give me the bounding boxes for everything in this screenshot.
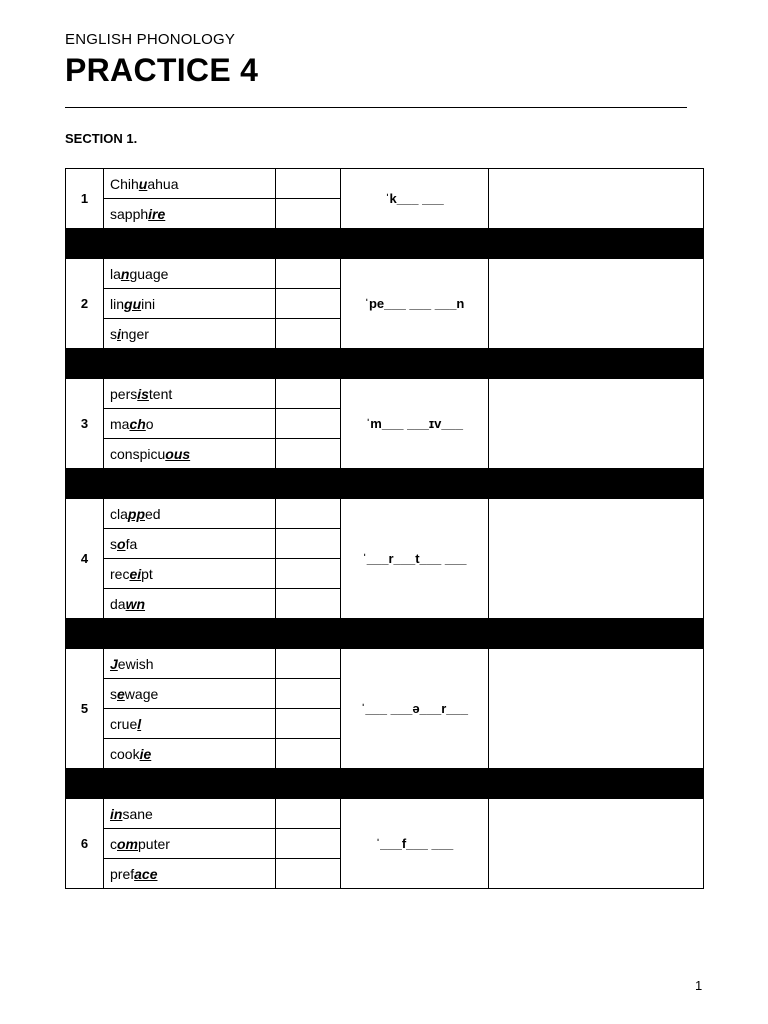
word-highlight: u: [138, 175, 148, 192]
exercise-row: [66, 799, 704, 829]
word-answer-cell[interactable]: [489, 169, 704, 229]
exercise-table: [65, 168, 704, 889]
word-answer-cell[interactable]: [489, 799, 704, 889]
item-number: 1: [66, 169, 104, 229]
group-separator: [66, 229, 704, 259]
document-subtitle: ENGLISH PHONOLOGY: [65, 31, 236, 48]
word-part: fa: [125, 535, 138, 552]
exercise-table-body: [66, 169, 704, 889]
word-part: cla: [110, 505, 128, 522]
transcription-prompt: ˈk___ ___: [341, 169, 489, 229]
sound-answer-cell[interactable]: [276, 199, 341, 229]
word-highlight: ous: [165, 445, 191, 462]
word-cell: [104, 799, 276, 829]
word-answer-cell[interactable]: [489, 649, 704, 769]
separator-bar: [66, 619, 704, 649]
word-part: nger: [120, 325, 149, 342]
word-highlight: J: [110, 655, 118, 672]
word-part: conspicu: [110, 445, 166, 462]
word-highlight: ie: [139, 745, 152, 762]
word-part: s: [110, 535, 117, 552]
word-cell: [104, 499, 276, 529]
word-highlight: om: [117, 835, 138, 852]
word-part: s: [110, 325, 117, 342]
word-cell: [104, 379, 276, 409]
word-part: guage: [129, 265, 169, 282]
group-separator: [66, 769, 704, 799]
word-cell: [104, 259, 276, 289]
word-highlight: is: [137, 385, 149, 402]
sound-answer-cell[interactable]: [276, 559, 341, 589]
word-cell: [104, 559, 276, 589]
word-part: rec: [110, 565, 130, 582]
word-cell: [104, 199, 276, 229]
word-part: crue: [110, 715, 138, 732]
word-highlight: ace: [134, 865, 158, 882]
word-part: puter: [138, 835, 170, 852]
separator-bar: [66, 229, 704, 259]
sound-answer-cell[interactable]: [276, 379, 341, 409]
sound-answer-cell[interactable]: [276, 289, 341, 319]
word-part: ini: [141, 295, 156, 312]
exercise-row: [66, 169, 704, 199]
sound-answer-cell[interactable]: [276, 709, 341, 739]
sound-answer-cell[interactable]: [276, 859, 341, 889]
word-cell: [104, 709, 276, 739]
word-part: ahua: [147, 175, 179, 192]
sound-answer-cell[interactable]: [276, 589, 341, 619]
word-highlight: pp: [127, 505, 146, 522]
separator-bar: [66, 349, 704, 379]
word-cell: [104, 319, 276, 349]
word-part: sapph: [110, 205, 149, 222]
word-highlight: ire: [148, 205, 166, 222]
word-cell: [104, 589, 276, 619]
page-number: 1: [695, 978, 703, 993]
section-heading: SECTION 1.: [65, 131, 138, 146]
word-cell: [104, 169, 276, 199]
exercise-row: [66, 259, 704, 289]
exercise-row: [66, 499, 704, 529]
title-divider: [65, 107, 687, 108]
sound-answer-cell[interactable]: [276, 799, 341, 829]
separator-bar: [66, 769, 704, 799]
item-number: 5: [66, 649, 104, 769]
word-cell: [104, 679, 276, 709]
word-highlight: i: [117, 325, 121, 342]
sound-answer-cell[interactable]: [276, 499, 341, 529]
exercise-row: [66, 379, 704, 409]
sound-answer-cell[interactable]: [276, 409, 341, 439]
sound-answer-cell[interactable]: [276, 829, 341, 859]
sound-answer-cell[interactable]: [276, 649, 341, 679]
word-highlight: o: [117, 535, 126, 552]
word-highlight: ch: [129, 415, 146, 432]
word-part: ma: [110, 415, 130, 432]
transcription-prompt: ˈ___f___ ___: [341, 799, 489, 889]
word-part: sane: [122, 805, 153, 822]
word-answer-cell[interactable]: [489, 499, 704, 619]
word-cell: [104, 829, 276, 859]
word-part: s: [110, 685, 117, 702]
sound-answer-cell[interactable]: [276, 529, 341, 559]
word-highlight: gu: [124, 295, 142, 312]
transcription-prompt: ˈpe___ ___ ___n: [341, 259, 489, 349]
word-highlight: ei: [129, 565, 142, 582]
exercise-row: [66, 649, 704, 679]
word-part: ed: [145, 505, 161, 522]
item-number: 4: [66, 499, 104, 619]
group-separator: [66, 619, 704, 649]
document-title: PRACTICE 4: [65, 52, 259, 88]
word-part: lin: [110, 295, 125, 312]
word-cell: [104, 859, 276, 889]
word-part: cook: [110, 745, 140, 762]
group-separator: [66, 349, 704, 379]
word-part: pt: [141, 565, 153, 582]
word-cell: [104, 529, 276, 559]
item-number: 3: [66, 379, 104, 469]
word-highlight: n: [120, 265, 130, 282]
word-part: wage: [124, 685, 159, 702]
transcription-prompt: ˈm___ ___ɪv___: [341, 379, 489, 469]
sound-answer-cell[interactable]: [276, 319, 341, 349]
transcription-prompt: ˈ___r___t___ ___: [341, 499, 489, 619]
word-highlight: in: [110, 805, 123, 822]
word-highlight: l: [137, 715, 142, 732]
sound-answer-cell[interactable]: [276, 439, 341, 469]
word-highlight: e: [117, 685, 125, 702]
word-part: pers: [110, 385, 138, 402]
sound-answer-cell[interactable]: [276, 259, 341, 289]
item-number: 2: [66, 259, 104, 349]
sound-answer-cell[interactable]: [276, 169, 341, 199]
word-part: ewish: [117, 655, 154, 672]
word-part: pref: [110, 865, 135, 882]
word-answer-cell[interactable]: [489, 259, 704, 349]
word-answer-cell[interactable]: [489, 379, 704, 469]
word-cell: [104, 649, 276, 679]
word-part: c: [110, 835, 117, 852]
word-part: la: [110, 265, 121, 282]
group-separator: [66, 469, 704, 499]
word-highlight: wn: [125, 595, 146, 612]
word-part: tent: [148, 385, 173, 402]
word-part: o: [145, 415, 154, 432]
word-part: da: [110, 595, 126, 612]
sound-answer-cell[interactable]: [276, 739, 341, 769]
word-cell: [104, 289, 276, 319]
word-cell: [104, 409, 276, 439]
separator-bar: [66, 469, 704, 499]
word-cell: [104, 439, 276, 469]
word-part: Chih: [110, 175, 139, 192]
transcription-prompt: ˈ___ ___ə___r___: [341, 649, 489, 769]
item-number: 6: [66, 799, 104, 889]
word-cell: [104, 739, 276, 769]
sound-answer-cell[interactable]: [276, 679, 341, 709]
